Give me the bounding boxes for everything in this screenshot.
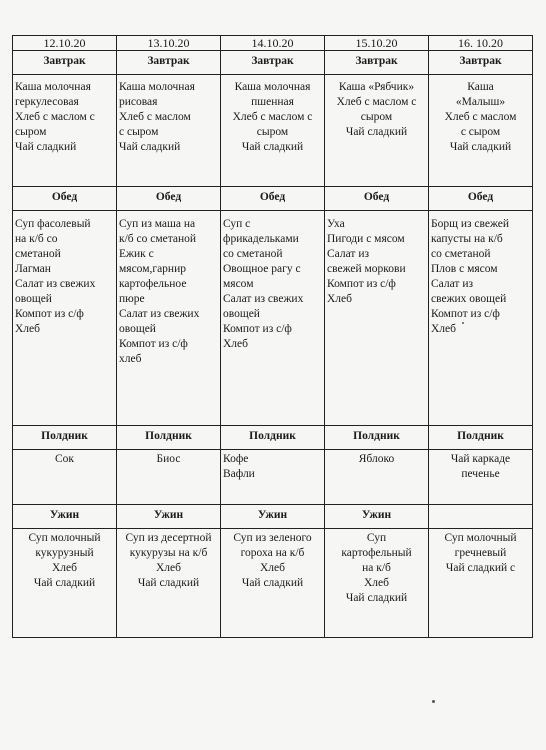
menu-item-line: на к/б со — [15, 233, 58, 245]
snack-header: Полдник — [13, 426, 117, 450]
lunch-header: Обед — [117, 187, 221, 211]
menu-item-line: Хлеб — [431, 323, 456, 335]
menu-item-line: рисовая — [119, 96, 158, 108]
lunch-cell — [429, 211, 533, 426]
snack-header: Полдник — [117, 426, 221, 450]
breakfast-cell — [221, 75, 325, 187]
menu-item-line: Чай сладкий — [241, 141, 304, 153]
snack-header-row — [13, 426, 533, 450]
menu-item-line: с сыром — [460, 126, 501, 138]
dinner-cell — [221, 529, 325, 638]
menu-item-line: Борщ из свежей — [431, 218, 510, 230]
menu-item-line: к/б со сметаной — [119, 233, 197, 245]
menu-item-line: Чай сладкий — [449, 141, 512, 153]
menu-item-line: Хлеб — [52, 562, 77, 574]
menu-item-line: Суп из маша на — [119, 218, 196, 230]
menu-item-line: Каша молочная — [234, 81, 311, 93]
menu-item-line: Лагман — [15, 263, 51, 275]
dinner-header: Ужин — [117, 505, 221, 529]
menu-item-line: Вафли — [223, 468, 255, 480]
lunch-cell — [13, 211, 117, 426]
date-cell: 13.10.20 — [117, 36, 221, 51]
menu-item-line: Чай сладкий с — [445, 562, 516, 574]
breakfast-header-row — [13, 51, 533, 75]
menu-item-line: Уха — [327, 218, 345, 230]
menu-item-line: Суп из десертной — [125, 532, 212, 544]
menu-item-line: свежих овощей — [431, 293, 507, 305]
snack-row — [13, 450, 533, 505]
dinner-header: Ужин — [13, 505, 117, 529]
menu-item-line: Чай сладкий — [15, 141, 77, 153]
menu-item-line: печенье — [461, 468, 500, 480]
menu-item-line: Чай сладкий — [345, 592, 408, 604]
date-cell: 14.10.20 — [221, 36, 325, 51]
menu-item-line: Хлеб — [156, 562, 181, 574]
menu-item-line: овощей — [15, 293, 52, 305]
menu-item-line: сыром — [256, 126, 289, 138]
menu-item-line: Хлеб с маслом с — [232, 111, 313, 123]
menu-item-line: Пигоди с мясом — [327, 233, 405, 245]
menu-item-line: Чай каркаде — [450, 453, 511, 465]
menu-item-line: картофельное — [119, 278, 187, 290]
menu-item-line: «Малыш» — [455, 96, 506, 108]
menu-item-line: Чай сладкий — [241, 577, 304, 589]
menu-item-line: кукурузный — [35, 547, 94, 559]
dinner-cell — [325, 529, 429, 638]
menu-item-line: гречневый — [454, 547, 507, 559]
menu-item-line: Компот из с/ф — [223, 323, 292, 335]
menu-item-line: с сыром — [119, 126, 159, 138]
menu-item-line: Ежик с — [119, 248, 154, 260]
menu-item-line: Салат из — [327, 248, 370, 260]
dinner-header-row — [13, 505, 533, 529]
menu-item-line: Салат из свежих — [15, 278, 96, 290]
dinner-header: Ужин — [221, 505, 325, 529]
lunch-header: Обед — [221, 187, 325, 211]
lunch-header: Обед — [325, 187, 429, 211]
breakfast-cell — [429, 75, 533, 187]
menu-item-line: Хлеб с маслом с — [15, 111, 95, 123]
menu-item-line: Хлеб с маслом — [119, 111, 191, 123]
breakfast-row — [13, 75, 533, 187]
menu-item-line: Биос — [156, 453, 181, 465]
snack-cell — [13, 450, 117, 505]
date-cell: 12.10.20 — [13, 36, 117, 51]
menu-item-line: Каша молочная — [119, 81, 195, 93]
breakfast-header: Завтрак — [117, 51, 221, 75]
menu-item-line: Суп молочный — [444, 532, 517, 544]
menu-item-line: овощей — [223, 308, 260, 320]
dinner-header — [429, 505, 533, 529]
menu-item-line: Компот из с/ф — [431, 308, 500, 320]
breakfast-header: Завтрак — [13, 51, 117, 75]
menu-item-line: геркулесовая — [15, 96, 79, 108]
menu-item-line: овощей — [119, 323, 156, 335]
dinner-cell — [117, 529, 221, 638]
menu-item-line: Каша «Рябчик» — [338, 81, 415, 93]
menu-item-line: пшенная — [251, 96, 294, 108]
lunch-cell — [221, 211, 325, 426]
menu-item-line: мясом,гарнир — [119, 263, 186, 275]
menu-item-line: Каша молочная — [15, 81, 91, 93]
snack-header: Полдник — [221, 426, 325, 450]
breakfast-header: Завтрак — [325, 51, 429, 75]
menu-item-line: Каша — [467, 81, 494, 93]
menu-item-line: Компот из с/ф — [327, 278, 396, 290]
menu-item-line: Чай сладкий — [119, 141, 181, 153]
menu-item-line: Яблоко — [358, 453, 395, 465]
lunch-cell — [117, 211, 221, 426]
breakfast-cell — [117, 75, 221, 187]
menu-item-line: Салат из свежих — [223, 293, 304, 305]
menu-item-line: картофельный — [341, 547, 412, 559]
lunch-header: Обед — [13, 187, 117, 211]
breakfast-header: Завтрак — [429, 51, 533, 75]
menu-item-line: фрикадельками — [223, 233, 299, 245]
snack-cell — [325, 450, 429, 505]
menu-item-line: Хлеб с маслом — [444, 111, 517, 123]
menu-item-line: мясом — [223, 278, 254, 290]
menu-item-line: со сметаной — [431, 248, 491, 260]
lunch-row — [13, 211, 533, 426]
snack-header: Полдник — [429, 426, 533, 450]
menu-item-line: свежей моркови — [327, 263, 406, 275]
snack-header: Полдник — [325, 426, 429, 450]
menu-item-line: Хлеб — [327, 293, 352, 305]
date-cell: 16. 10.20 — [429, 36, 533, 51]
breakfast-cell — [325, 75, 429, 187]
menu-item-line: пюре — [119, 293, 145, 305]
menu-item-line: Хлеб — [260, 562, 285, 574]
menu-item-line: сметаной — [15, 248, 61, 260]
menu-item-line: Хлеб с маслом с — [336, 96, 417, 108]
menu-item-line: хлеб — [119, 353, 142, 365]
menu-item-line: гороха на к/б — [240, 547, 305, 559]
menu-item-line: Чай сладкий — [33, 577, 96, 589]
breakfast-header: Завтрак — [221, 51, 325, 75]
menu-item-line: Компот из с/ф — [119, 338, 188, 350]
menu-item-line: Суп с — [223, 218, 251, 230]
lunch-cell — [325, 211, 429, 426]
lunch-header: Обед — [429, 187, 533, 211]
dinner-header: Ужин — [325, 505, 429, 529]
menu-item-line: Суп из зеленого — [233, 532, 312, 544]
menu-item-line: Салат из — [431, 278, 474, 290]
snack-cell — [117, 450, 221, 505]
menu-item-line: Компот из с/ф — [15, 308, 84, 320]
menu-item-line: Чай сладкий — [345, 126, 408, 138]
date-cell: 15.10.20 — [325, 36, 429, 51]
menu-item-line: Сок — [54, 453, 74, 465]
menu-item-line: Овощное рагу с — [223, 263, 301, 275]
snack-cell — [429, 450, 533, 505]
menu-item-line: Хлеб — [223, 338, 248, 350]
menu-item-line: Чай сладкий — [137, 577, 200, 589]
menu-item-line: Суп — [366, 532, 387, 544]
dinner-cell — [429, 529, 533, 638]
menu-item-line: кукурузы на к/б — [129, 547, 208, 559]
menu-item-line: Хлеб — [364, 577, 389, 589]
dates-row — [13, 36, 533, 51]
menu-item-line: Суп молочный — [28, 532, 101, 544]
scan-speck — [432, 700, 435, 703]
menu-item-line: Плов с мясом — [431, 263, 498, 275]
menu-item-line: сыром — [15, 126, 47, 138]
menu-item-line: капусты на к/б — [431, 233, 503, 245]
scan-speck — [462, 322, 464, 324]
breakfast-cell — [13, 75, 117, 187]
menu-item-line: Кофе — [223, 453, 249, 465]
menu-item-line: Суп фасолевый — [15, 218, 91, 230]
menu-item-line: на к/б — [362, 562, 391, 574]
menu-item-line: со сметаной — [223, 248, 283, 260]
menu-item-line: Хлеб — [15, 323, 40, 335]
menu-item-line: Салат из свежих — [119, 308, 200, 320]
dinner-cell — [13, 529, 117, 638]
lunch-header-row — [13, 187, 533, 211]
weekly-menu-table — [12, 35, 533, 638]
snack-cell — [221, 450, 325, 505]
dinner-row — [13, 529, 533, 638]
menu-item-line: сыром — [360, 111, 393, 123]
